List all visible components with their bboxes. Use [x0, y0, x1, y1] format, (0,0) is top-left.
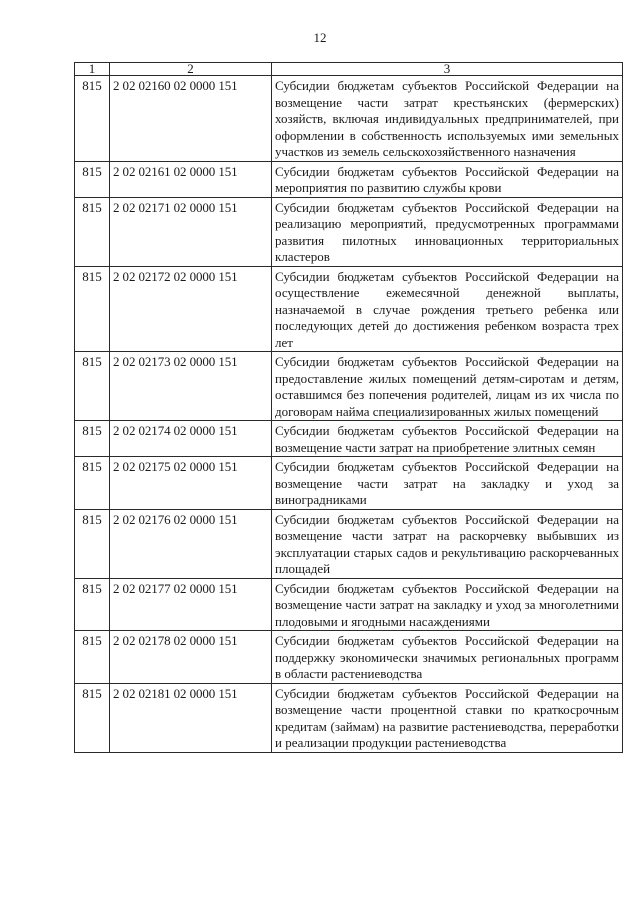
- table-row: [75, 578, 623, 631]
- admin-code-cell: 815: [75, 457, 110, 510]
- admin-code-cell: 815: [75, 197, 110, 266]
- budget-code-cell: 2 02 02161 02 0000 151: [110, 161, 272, 197]
- budget-code-cell: 2 02 02171 02 0000 151: [110, 197, 272, 266]
- description-cell: Субсидии бюджетам субъектов Российской Федерации на возмещение части затрат на раскорчевку выбывших из эксплуатации старых садов и рекультивацию раскорчеванных площадей: [272, 509, 623, 578]
- admin-code-cell: 815: [75, 352, 110, 421]
- admin-code-cell: 815: [75, 578, 110, 631]
- table-body: [75, 76, 623, 753]
- table-row: [75, 421, 623, 457]
- admin-code-cell: 815: [75, 266, 110, 352]
- page-number: 12: [313, 30, 327, 45]
- description-cell: Субсидии бюджетам субъектов Российской Федерации на осуществление ежемесячной денежной выплаты, назначаемой в случае рождения третьего ребенка или последующих детей до достижения ребенком возраста трех лет: [272, 266, 623, 352]
- table-header-row: [75, 63, 623, 76]
- budget-code-cell: 2 02 02176 02 0000 151: [110, 509, 272, 578]
- table-row: [75, 457, 623, 510]
- description-cell: Субсидии бюджетам субъектов Российской Федерации на мероприятия по развитию службы крови: [272, 161, 623, 197]
- description-cell: Субсидии бюджетам субъектов Российской Федерации на возмещение части процентной ставки по краткосрочным кредитам (займам) на развитие растениеводства, переработки и реализации продукции растениеводства: [272, 683, 623, 752]
- table-row: [75, 352, 623, 421]
- admin-code-cell: 815: [75, 509, 110, 578]
- table-row: [75, 197, 623, 266]
- table-row: [75, 683, 623, 752]
- budget-code-cell: 2 02 02160 02 0000 151: [110, 76, 272, 162]
- header-col-3: 3: [272, 63, 623, 76]
- description-cell: Субсидии бюджетам субъектов Российской Федерации на возмещение части затрат на закладку и уход за виноградниками: [272, 457, 623, 510]
- budget-code-cell: 2 02 02178 02 0000 151: [110, 631, 272, 684]
- table-row: [75, 266, 623, 352]
- budget-codes-table: [74, 62, 623, 753]
- description-cell: Субсидии бюджетам субъектов Российской Федерации на предоставление жилых помещений детям-сиротам и детям, оставшимся без попечения родителей, лицам из их числа по договорам найма специализированных жилых помещений: [272, 352, 623, 421]
- description-cell: Субсидии бюджетам субъектов Российской Федерации на реализацию мероприятий, предусмотренных программами развития пилотных инновационных территориальных кластеров: [272, 197, 623, 266]
- admin-code-cell: 815: [75, 76, 110, 162]
- table-row: [75, 509, 623, 578]
- budget-code-cell: 2 02 02172 02 0000 151: [110, 266, 272, 352]
- admin-code-cell: 815: [75, 421, 110, 457]
- header-col-1: 1: [75, 63, 110, 76]
- budget-code-cell: 2 02 02175 02 0000 151: [110, 457, 272, 510]
- budget-code-cell: 2 02 02177 02 0000 151: [110, 578, 272, 631]
- admin-code-cell: 815: [75, 683, 110, 752]
- header-col-2: 2: [110, 63, 272, 76]
- budget-code-cell: 2 02 02181 02 0000 151: [110, 683, 272, 752]
- description-cell: Субсидии бюджетам субъектов Российской Федерации на возмещение части затрат на закладку и уход за многолетними плодовыми и ягодными насаждениями: [272, 578, 623, 631]
- description-cell: Субсидии бюджетам субъектов Российской Федерации на возмещение части затрат на приобретение элитных семян: [272, 421, 623, 457]
- budget-code-cell: 2 02 02174 02 0000 151: [110, 421, 272, 457]
- admin-code-cell: 815: [75, 161, 110, 197]
- budget-code-cell: 2 02 02173 02 0000 151: [110, 352, 272, 421]
- admin-code-cell: 815: [75, 631, 110, 684]
- table-row: [75, 161, 623, 197]
- table-row: [75, 76, 623, 162]
- description-cell: Субсидии бюджетам субъектов Российской Федерации на поддержку экономически значимых региональных программ в области растениеводства: [272, 631, 623, 684]
- description-cell: Субсидии бюджетам субъектов Российской Федерации на возмещение части затрат крестьянских (фермерских) хозяйств, включая индивидуальных предпринимателей, при оформлении в собственность используемых ими земельных участков из земель сельскохозяйственного назначения: [272, 76, 623, 162]
- table-row: [75, 631, 623, 684]
